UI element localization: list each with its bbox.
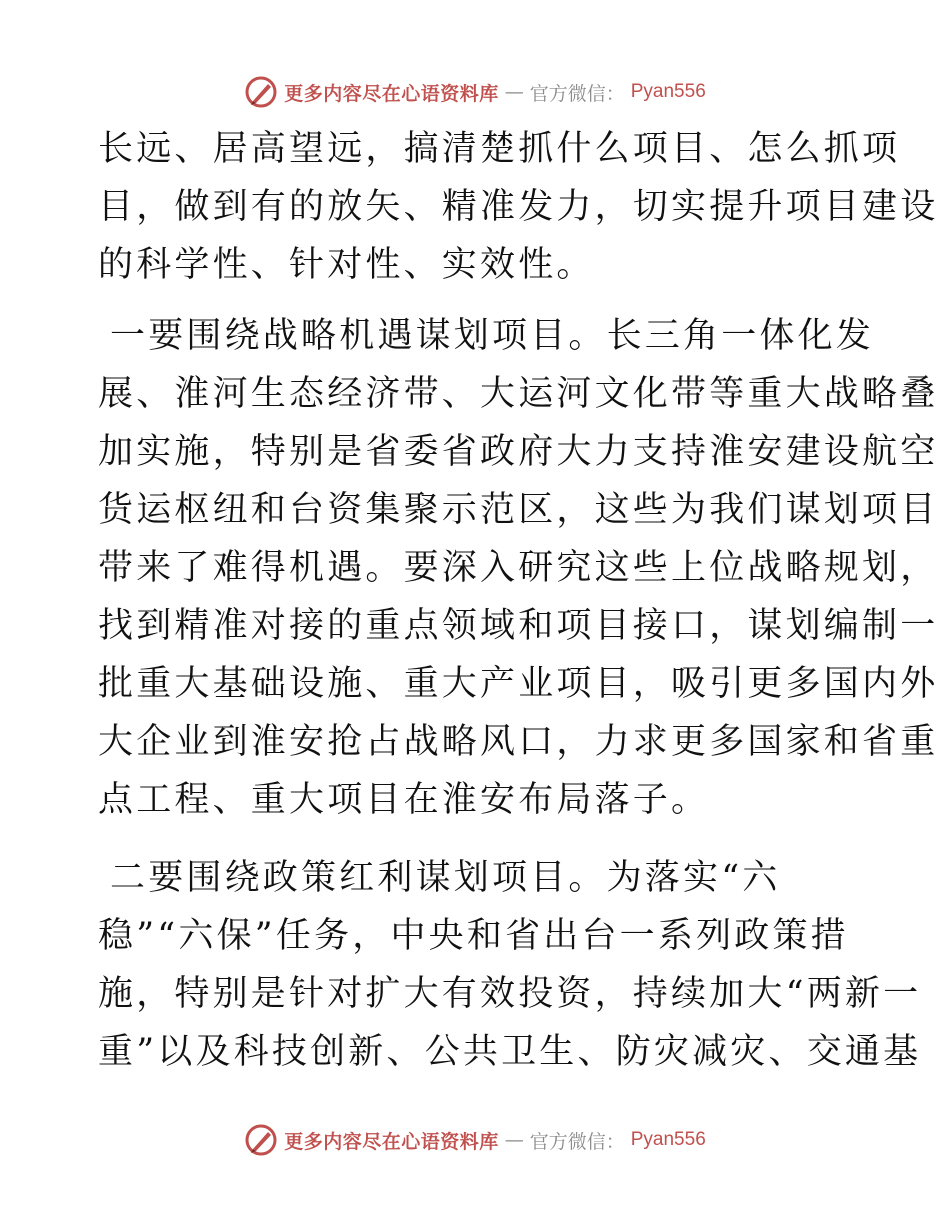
watermark-dash: — [504,1129,524,1151]
header-watermark [0,72,950,112]
pen-logo-icon [244,75,278,109]
watermark-dash: — [504,81,524,103]
watermark-official-text: 官方微信： [529,1130,625,1153]
text-line: 点工程、重大项目在淮安布局落子。 [98,780,710,820]
pen-logo-icon [244,1123,278,1157]
text-line: 找到精准对接的重点领域和项目接口，谋划编制一 [98,606,939,646]
paragraph-strategic-opportunities [98,307,939,829]
text-line: 重”以及科技创新、公共卫生、防灾减灾、交通基 [98,1032,922,1072]
watermark-wechat-id: Pyan556 [630,81,706,102]
text-line: 带来了难得机遇。要深入研究这些上位战略规划， [98,548,939,588]
text-line: 二要围绕政策红利谋划项目。为落实“六 [110,858,781,898]
watermark-site-text: 更多内容尽在心语资料库 [284,1130,499,1153]
paragraph-policy-dividends [98,849,922,1081]
text-line: 展、淮河生态经济带、大运河文化带等重大战略叠 [98,374,939,414]
text-line: 加实施，特别是省委省政府大力支持淮安建设航空 [98,432,939,472]
watermark-official-text: 官方微信： [529,82,625,105]
watermark-site-text: 更多内容尽在心语资料库 [284,82,499,105]
watermark-wechat-id: Pyan556 [630,1129,706,1150]
text-line: 大企业到淮安抢占战略风口，力求更多国家和省重 [98,722,939,762]
text-line: 稳”“六保”任务，中央和省出台一系列政策措 [98,916,849,956]
text-line: 批重大基础设施、重大产业项目，吸引更多国内外 [98,664,939,704]
text-line: 长远、居高望远，搞清楚抓什么项目、怎么抓项 [98,129,901,169]
text-line: 施，特别是针对扩大有效投资，持续加大“两新一 [98,974,922,1014]
footer-watermark [0,1120,950,1160]
text-line: 一要围绕战略机遇谋划项目。长三角一体化发 [110,316,875,356]
paragraph-intro-continuation [98,120,939,294]
text-line: 货运枢纽和台资集聚示范区，这些为我们谋划项目 [98,490,939,530]
text-line: 目，做到有的放矢、精准发力，切实提升项目建设 [98,187,939,227]
text-line: 的科学性、针对性、实效性。 [98,245,595,285]
